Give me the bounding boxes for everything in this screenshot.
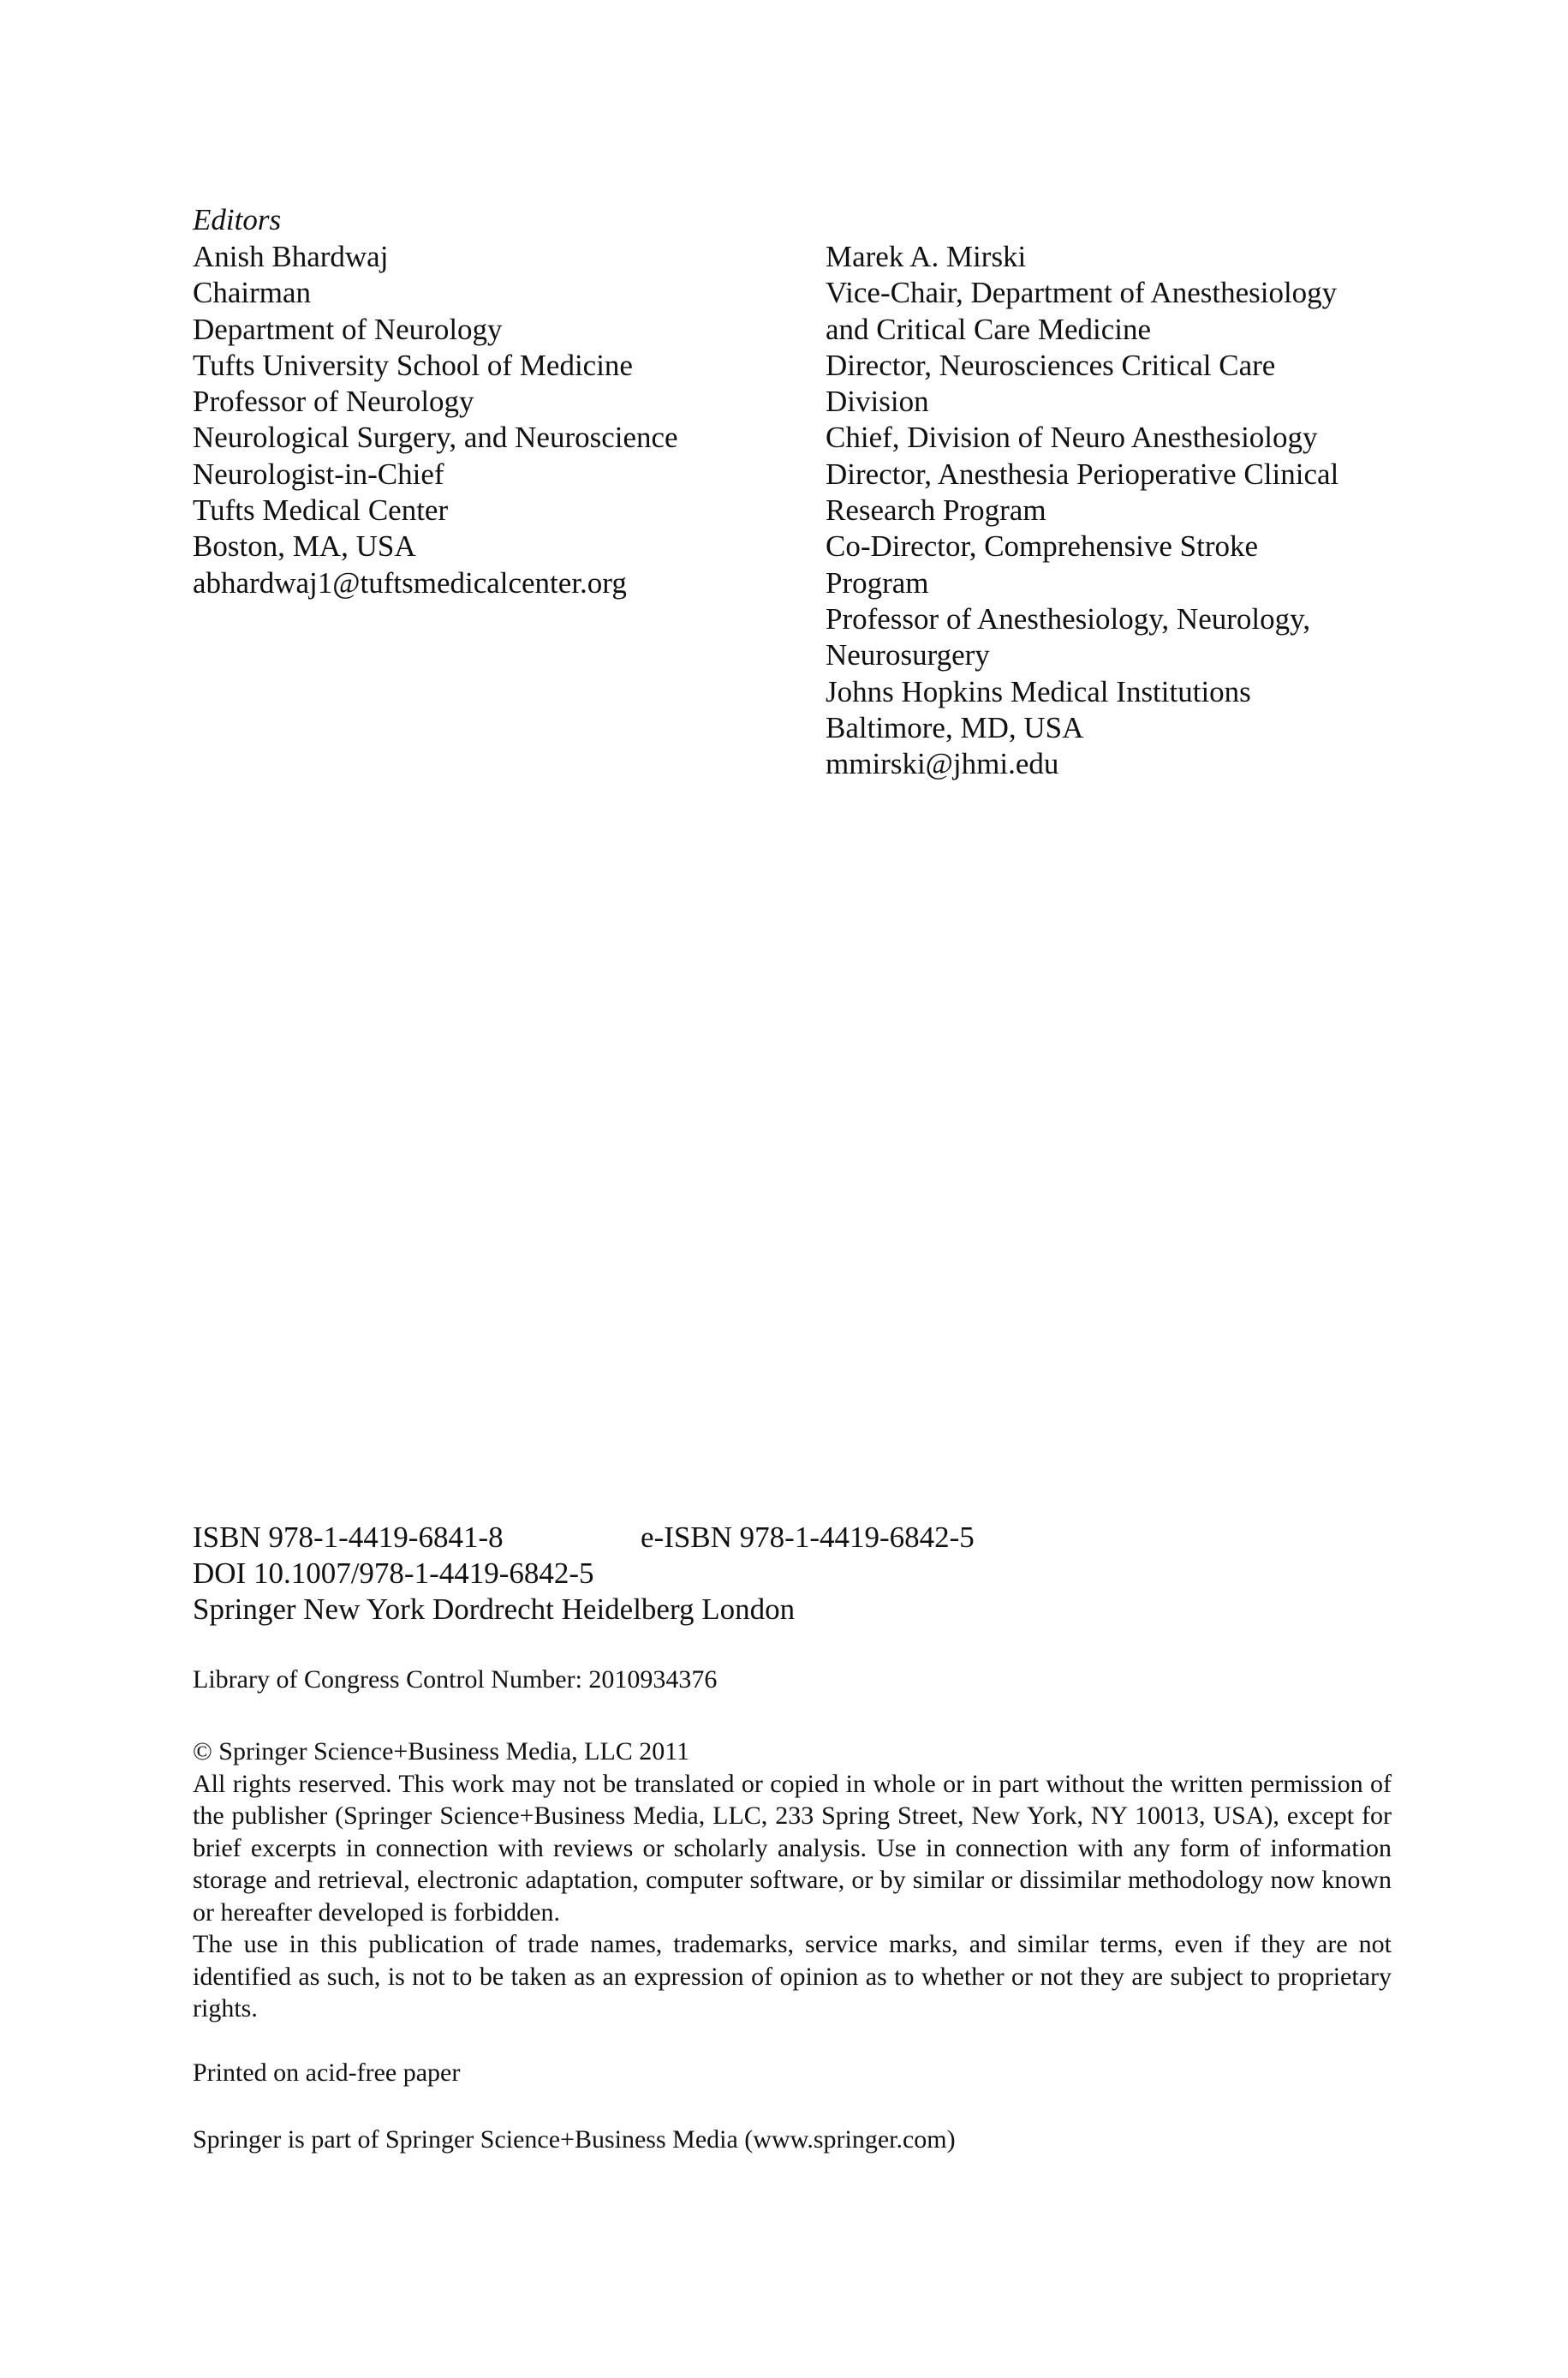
- printed-note: Printed on acid-free paper: [193, 2058, 461, 2087]
- editor-right-line: Research Program: [826, 493, 1046, 528]
- isbn-row: [193, 1520, 1392, 1556]
- trade-names-notice: The use in this publication of trade names, trademarks, service marks, and similar terms, even if they are not identified as such, is not to be taken as an expression of opinion as to whether or not they are subject to proprietary rights.: [193, 1930, 1392, 2022]
- doi: DOI 10.1007/978-1-4419-6842-5: [193, 1556, 594, 1590]
- editor-left-line: Department of Neurology: [193, 312, 503, 346]
- editor-right-line: Co-Director, Comprehensive Stroke: [826, 529, 1259, 564]
- editor-left-line: Neurologist-in-Chief: [193, 457, 444, 491]
- editor-right-block: [826, 239, 1442, 782]
- editor-right-line: Division: [826, 385, 929, 419]
- editor-left-line: Anish Bhardwaj: [193, 240, 389, 273]
- lccn: Library of Congress Control Number: 2010934376: [193, 1665, 718, 1694]
- springer-part-note: Springer is part of Springer Science+Business Media (www.springer.com): [193, 2125, 956, 2154]
- editor-left-email: abhardwaj1@tuftsmedicalcenter.org: [193, 565, 627, 600]
- editor-left-line: Boston, MA, USA: [193, 529, 416, 564]
- editor-right-line: Chief, Division of Neuro Anesthesiology: [826, 421, 1318, 455]
- editor-left-line: Tufts Medical Center: [193, 493, 449, 528]
- copyright-line: © Springer Science+Business Media, LLC 2011: [193, 1737, 690, 1766]
- editor-right-line: Director, Anesthesia Perioperative Clinical: [826, 457, 1339, 491]
- isbn: ISBN 978-1-4419-6841-8: [193, 1521, 504, 1554]
- editor-left-block: [193, 239, 792, 601]
- editor-right-line: Baltimore, MD, USA: [826, 710, 1084, 744]
- rights-block: [193, 1736, 1392, 2025]
- e-isbn: e-ISBN 978-1-4419-6842-5: [641, 1521, 975, 1554]
- bibliographic-block: [193, 1520, 1392, 1628]
- all-rights-reserved: All rights reserved. This work may not be translated or copied in whole or in part without the written permission of the publisher (Springer Science+Business Media, LLC, 233 Spring Street, New York, NY 10013, USA), except for brief excerpts in connection with reviews or scholarly analysis. Use in connection with any form of information storage and retrieval, electronic adaptation, computer software, or by similar or dissimilar methodology now known or hereafter developed is forbidden.: [193, 1769, 1392, 1927]
- publisher-locations: Springer New York Dordrecht Heidelberg London: [193, 1592, 796, 1626]
- editor-left-line: Neurological Surgery, and Neuroscience: [193, 421, 678, 455]
- editor-right-line: Neurosurgery: [826, 638, 990, 672]
- editor-left-line: Tufts University School of Medicine: [193, 348, 633, 382]
- editor-left-line: Professor of Neurology: [193, 385, 474, 419]
- editor-right-line: and Critical Care Medicine: [826, 312, 1151, 346]
- editor-right-line: Program: [826, 565, 929, 600]
- editor-right-line: Professor of Anesthesiology, Neurology,: [826, 601, 1311, 636]
- editors-heading: Editors: [193, 203, 282, 236]
- editor-left-line: Chairman: [193, 276, 312, 310]
- editor-right-email: mmirski@jhmi.edu: [826, 747, 1059, 781]
- editor-right-line: Director, Neurosciences Critical Care: [826, 348, 1276, 382]
- editor-right-line: Johns Hopkins Medical Institutions: [826, 674, 1251, 708]
- editor-right-line: Vice-Chair, Department of Anesthesiology: [826, 276, 1338, 310]
- editor-right-line: Marek A. Mirski: [826, 240, 1027, 273]
